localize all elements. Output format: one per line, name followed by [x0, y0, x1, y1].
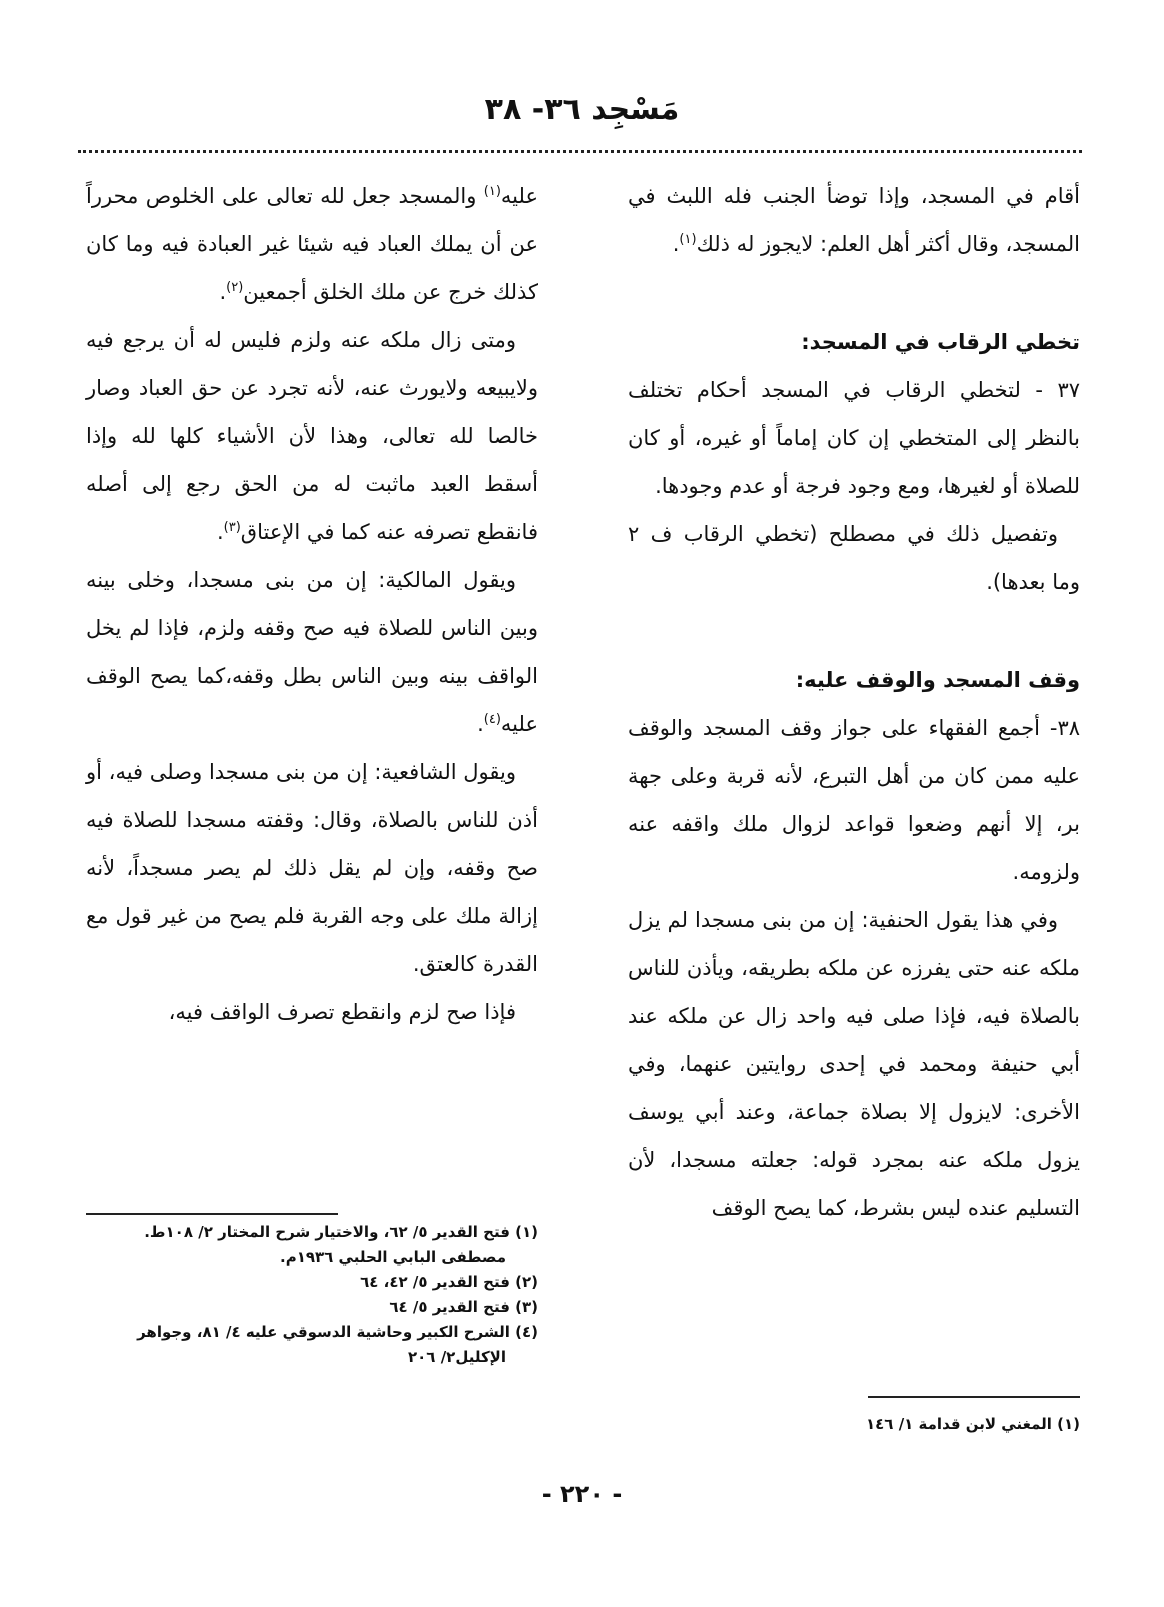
paragraph: [86, 556, 538, 748]
section-heading: وقف المسجد والوقف عليه:: [795, 668, 1080, 692]
footnote-ref: (١): [483, 184, 501, 199]
paragraph: ٣٧ - لتخطي الرقاب في المسجد أحكام تختلف بالنظر إلى المتخطي إن كان إماماً أو غيره، أو كان للصلاة أو لغيرها، ومع وجود فرجة أو عدم وجودها.: [628, 378, 1080, 498]
page-title: مَسْجِد ٣٦- ٣٨: [484, 92, 680, 127]
paragraph: وفي هذا يقول الحنفية: إن من بنى مسجدا لم يزل ملكه عنه حتى يفرزه عن ملكه بطريقه، ويأذن للناس بالصلاة فيه، فإذا صلى فيه واحد زال عن ملكه عند أبي حنيفة ومحمد في إحدى روايتين عنهما، وفي الأخرى: لايزول إلا بصلاة جماعة، وعند أبي يوسف يزول ملكه عنه بمجرد قوله: جعلته مسجدا، لأن التسليم عنده ليس بشرط، كما يصح الوقف: [628, 908, 1080, 1220]
page-number: - ٢٢٠ -: [541, 1480, 623, 1508]
footnote-divider: [86, 1213, 338, 1215]
footnotes-left: [86, 1220, 538, 1370]
paragraph-end: .: [477, 712, 484, 736]
paragraph-end: .: [219, 280, 227, 304]
paragraph-end: .: [672, 232, 680, 256]
paragraph-text: ومتى زال ملكه عنه ولزم فليس له أن يرجع فيه ولايبيعه ولايورث عنه، لأنه تجرد عن حق العباد وصار خالصا لله تعالى، وهذا لأن الأشياء كلها لله وإذا أسقط العبد ماثبت له من الحق رجع إلى أصله فانقطع تصرفه عنه كما في الإعتاق: [86, 328, 538, 544]
footnote-ref: (٢): [226, 280, 244, 295]
footnote: (١) فتح القدير ٥/ ٦٢، والاختيار شرح المختار ٢/ ١٠٨ط.: [144, 1223, 538, 1241]
paragraph-text: عليه: [500, 184, 538, 208]
footnote-divider: [868, 1396, 1080, 1398]
footnote-ref: (٤): [483, 712, 501, 727]
header-divider: [78, 150, 1082, 153]
right-column: [628, 172, 1080, 1232]
paragraph: [628, 172, 1080, 268]
paragraph-end: .: [216, 520, 224, 544]
paragraph: [86, 316, 538, 556]
footnote: (٢) فتح القدير ٥/ ٤٢، ٦٤: [360, 1273, 538, 1291]
footnote-continuation: الإكليل٢/ ٢٠٦: [408, 1348, 506, 1366]
footnote-ref: (٣): [223, 520, 241, 535]
paragraph-text: والمسجد جعل لله تعالى على الخلوص محرراً عن أن يملك العباد فيه شيئا غير العبادة فيه وما كان كذلك خرج عن ملك الخلق أجمعين: [86, 184, 538, 304]
paragraph: [86, 172, 538, 316]
footnote-continuation: مصطفى البابي الحلبي ١٩٣٦م.: [280, 1248, 506, 1266]
footnote-ref: (١): [679, 232, 697, 247]
footnote: (١) المغني لابن قدامة ١/ ١٤٦: [866, 1415, 1080, 1433]
paragraph: ٣٨- أجمع الفقهاء على جواز وقف المسجد والوقف عليه ممن كان من أهل التبرع، لأنه قربة وعلى جهة بر، إلا أنهم وضعوا قواعد لزوال ملك واقفه عنه ولزومه.: [628, 716, 1080, 884]
paragraph-text: ويقول المالكية: إن من بنى مسجدا، وخلى بينه وبين الناس للصلاة فيه صح وقفه ولزم، فإذا لم يخل الواقف بينه وبين الناس بطل وقفه،كما يصح الوقف عليه: [86, 568, 538, 736]
paragraph: ويقول الشافعية: إن من بنى مسجدا وصلى فيه، أو أذن للناس بالصلاة، وقال: وقفته مسجدا للصلاة فيه صح وقفه، وإن لم يقل ذلك لم يصر مسجداً، لأنه إزالة ملك على وجه القربة فلم يصح من غير قول مع القدرة كالعتق.: [86, 760, 538, 976]
paragraph-text: أقام في المسجد، وإذا توضأ الجنب فله اللبث في المسجد، وقال أكثر أهل العلم: لايجوز له ذلك: [628, 184, 1080, 256]
paragraph: وتفصيل ذلك في مصطلح (تخطي الرقاب ف ٢ وما بعدها).: [628, 522, 1080, 594]
footnotes-right: [628, 1412, 1080, 1437]
section-heading: تخطي الرقاب في المسجد:: [801, 330, 1080, 354]
paragraph: فإذا صح لزم وانقطع تصرف الواقف فيه،: [168, 1000, 516, 1024]
footnote: (٤) الشرح الكبير وحاشية الدسوقي عليه ٤/ ٨١، وجواهر: [137, 1323, 538, 1341]
footnote: (٣) فتح القدير ٥/ ٦٤: [389, 1298, 538, 1316]
left-column: [86, 172, 538, 1036]
